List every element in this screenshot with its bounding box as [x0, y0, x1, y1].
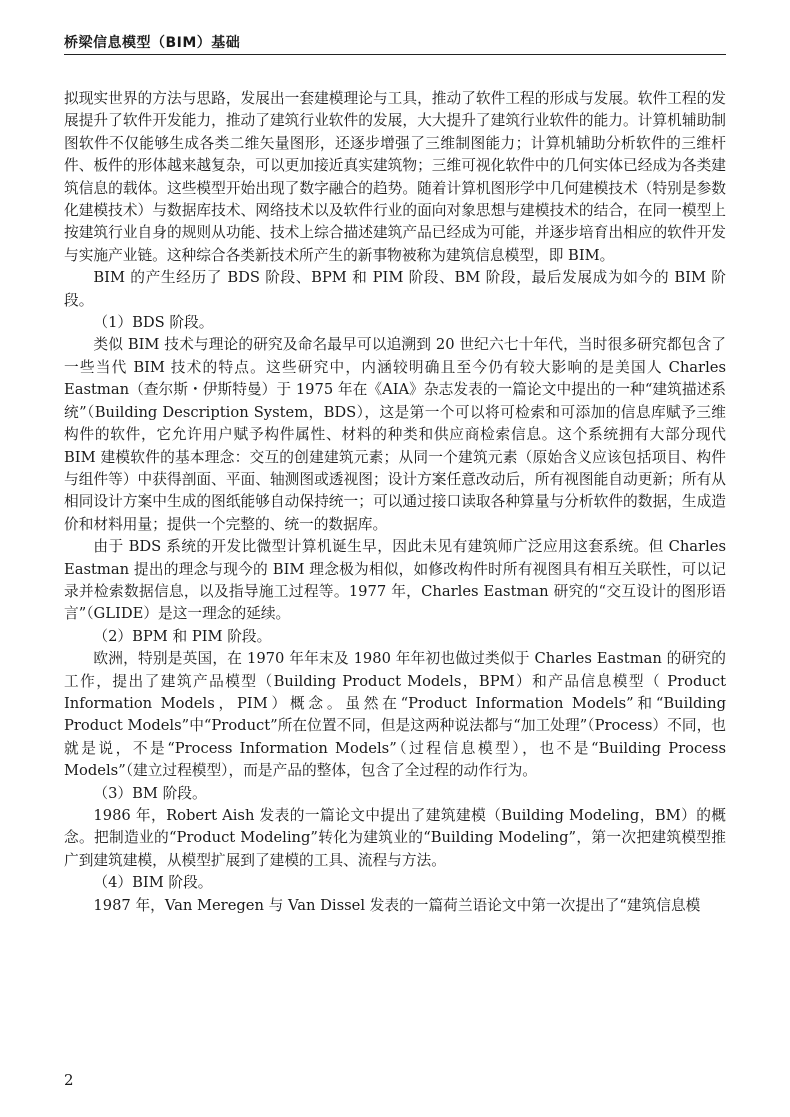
paragraph-continuation: 拟现实世界的方法与思路，发展出一套建模理论与工具，推动了软件工程的形成与发展。软件工程的发展提升了软件开发能力，推动了建筑行业软件的发展，大大提升了建筑行业软件的能力。计算机辅助制图软件不仅能够生成各类二维矢量图形，还逐步增强了三维制图能力；计算机辅助分析软件的三维杆件、板件的形体越来越复杂，可以更加接近真实建筑物；三维可视化软件中的几何实体已经成为各类建筑信息的载体。这些模型开始出现了数字融合的趋势。随着计算机图形学中几何建模技术（特别是参数化建模技术）与数据库技术、网络技术以及软件行业的面向对象思想与建模技术的结合，在同一模型上按建筑行业自身的规则从功能、技术上综合描述建筑产品已经成为可能，并逐步培育出相应的软件开发与实施产业链。这种综合各类新技术所产生的新事物被称为建筑信息模型，即 BIM。 — [64, 90, 726, 264]
paragraph-bim: 1987 年，Van Meregen 与 Van Dissel 发表的一篇荷兰语论文中第一次提出了“建筑信息模 — [93, 896, 701, 914]
page-number: 2 — [64, 1071, 74, 1089]
running-header — [64, 32, 726, 55]
paragraph-bm: 1986 年，Robert Aish 发表的一篇论文中提出了建筑建模（Building Modeling，BM）的概念。把制造业的“Product Modeling”转化为建筑业的“Building Modeling”，第一次把建筑模型推广到建筑建模，从模型扩展到了建模的工具、流程与方法。 — [64, 807, 726, 869]
section-heading-bds: （1）BDS 阶段。 — [93, 314, 214, 332]
section-heading-bm: （3）BM 阶段。 — [93, 784, 207, 802]
paragraph-bpm-pim: 欧洲，特别是英国，在 1970 年年末及 1980 年年初也做过类似于 Charles Eastman 的研究的工作，提出了建筑产品模型（Building Product Models，BPM）和产品信息模型（ Product Information Models，PIM）概念。虽然在“Product Information Models”和“Building Product Models”中“Product”所在位置不同，但是这两种说法都与“加工处理”（Process）不同，也就是说，不是“Process Information Models”（过程信息模型），也不是“Building Process Models”（建立过程模型），而是产品的整体，包含了全过程的动作行为。 — [64, 650, 726, 780]
book-title: 桥梁信息模型（BIM）基础 — [64, 35, 241, 51]
body-text — [64, 88, 726, 917]
paragraph-bds-adoption: 由于 BDS 系统的开发比微型计算机诞生早，因此未见有建筑师广泛应用这套系统。但 Charles Eastman 提出的理念与现今的 BIM 理念极为相似，如修改构件时所有视图具有相互关联性，可以记录并检索数据信息，以及指导施工过程等。1977 年，Charles Eastman 研究的“交互设计的图形语言”（GLIDE）是这一理念的延续。 — [64, 538, 726, 623]
paragraph-bds-origin: 类似 BIM 技术与理论的研究及命名最早可以追溯到 20 世纪六七十年代，当时很多研究都包含了一些当代 BIM 技术的特点。这些研究中，内涵较明确且至今仍有较大影响的是美国人 Charles Eastman（查尔斯・伊斯特曼）于 1975 年在《AIA》杂志发表的一篇论文中提出的一种“建筑描述系统”（Building Description System，BDS），这是第一个可以将可检索和可添加的信息库赋予三维构件的软件，它允许用户赋予构件属性、材料的种类和供应商检索信息。这个系统拥有大部分现代 BIM 建模软件的基本理念：交互的创建建筑元素；从同一个建筑元素（原始含义应该包括项目、构件与组件等）中获得剖面、平面、轴测图或透视图；设计方案任意改动后，所有视图能自动更新；所有从相同设计方案中生成的图纸能够自动保持统一；可以通过接口读取各种算量与分析软件的数据，生成造价和材料用量；提供一个完整的、统一的数据库。 — [64, 336, 726, 533]
section-heading-bpm-pim: （2）BPM 和 PIM 阶段。 — [93, 627, 272, 645]
paragraph-bim-stages: BIM 的产生经历了 BDS 阶段、BPM 和 PIM 阶段、BM 阶段，最后发展成为如今的 BIM 阶段。 — [64, 269, 726, 309]
section-heading-bim: （4）BIM 阶段。 — [93, 874, 213, 892]
